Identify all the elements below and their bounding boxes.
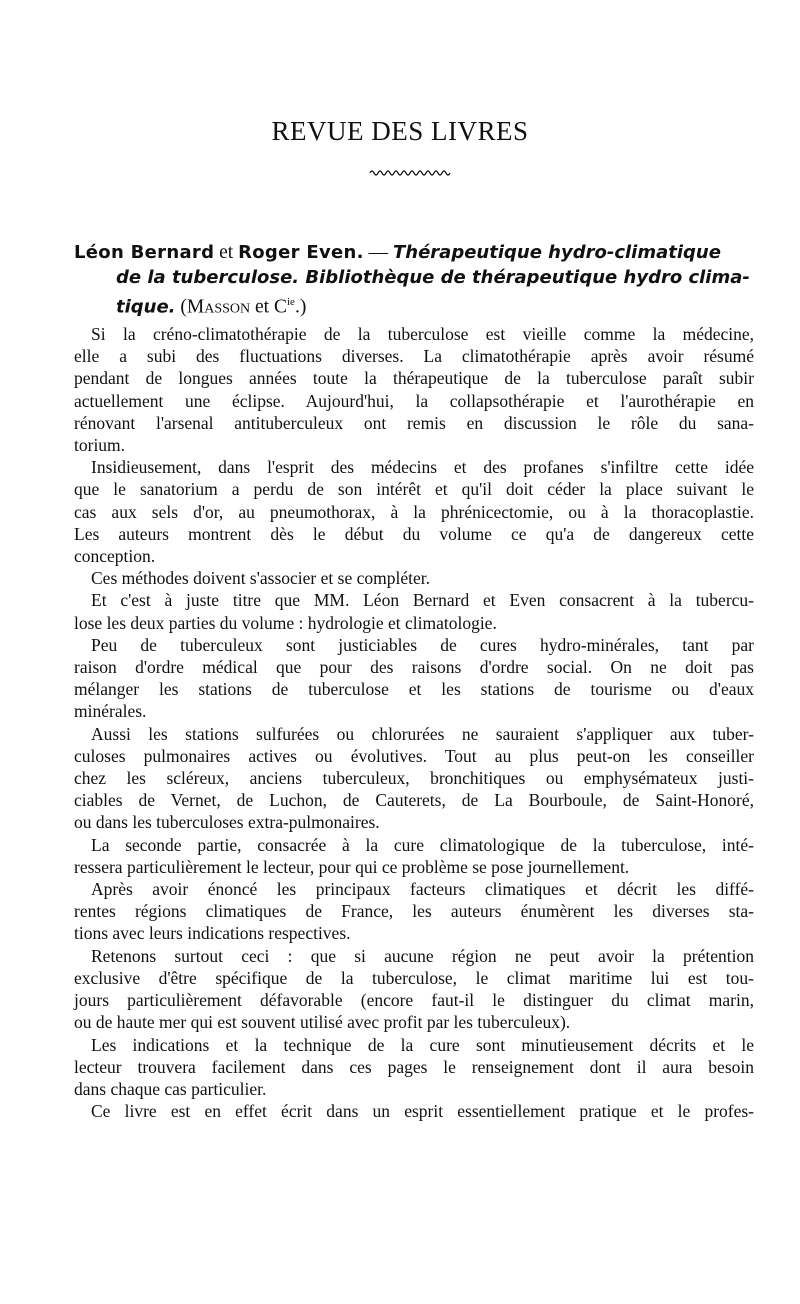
author-name-2: Roger Even. (238, 242, 364, 263)
publisher-open-paren: ( (175, 296, 187, 318)
text-line: torium. (74, 435, 126, 456)
text-line: pendant de longues années toute la thérapeutique de la tuberculose paraît subir (74, 368, 754, 389)
text-line: Si la créno-climatothérapie de la tuberculose est vieille comme la médecine, (91, 324, 754, 344)
text-line: raison d'ordre médical que pour des raisons d'ordre social. On ne doit pas (74, 657, 754, 678)
text-line: tions avec leurs indications respectives. (74, 923, 351, 944)
text-line: La seconde partie, consacrée à la cure climatologique de la tuberculose, inté- (91, 834, 754, 855)
review-paragraph (74, 323, 754, 456)
text-line: conception. (74, 546, 156, 567)
text-line: actuellement une éclipse. Aujourd'hui, la collapsothérapie et l'aurothérapie en (74, 390, 754, 411)
book-citation (74, 240, 754, 320)
book-title-part-2: de la tuberculose. Bibliothèque de thérapeutique hydro clima- (116, 267, 750, 288)
text-line: Les indications et la technique de la cure sont minutieusement décrits et le (91, 1034, 754, 1055)
publisher-name: Masson (186, 296, 251, 318)
publisher-superscript: ie (287, 296, 295, 308)
review-paragraph (74, 1100, 754, 1122)
text-line: minérales. (74, 701, 147, 722)
author-name-1: Léon Bernard (74, 242, 215, 263)
text-line: exclusive d'être spécifique de la tuberculose, le climat maritime lui est tou- (74, 967, 754, 988)
text-line: lose les deux parties du volume : hydrologie et climatologie. (74, 612, 497, 633)
review-body (74, 323, 754, 1122)
citation-line-2 (74, 265, 754, 290)
publisher-close: .) (294, 296, 307, 318)
text-line: Aussi les stations sulfurées ou chlorurées ne sauraient s'appliquer aux tuber- (91, 723, 754, 744)
text-line: Ces méthodes doivent s'associer et se compléter. (91, 568, 430, 589)
citation-dash: — (363, 242, 393, 263)
book-title-part-1: Thérapeutique hydro-climatique (393, 242, 721, 263)
citation-conjunction: et (214, 242, 239, 263)
text-line: Les auteurs montrent dès le début du volume ce qu'a de dangereux cette (74, 523, 754, 544)
text-line: rénovant l'arsenal antituberculeux ont remis en discussion le rôle du sana- (74, 412, 754, 433)
text-line: cas aux sels d'or, au pneumothorax, à la phrénicectomie, ou à la thoracoplastie. (74, 501, 754, 522)
text-line: que le sanatorium a perdu de son intérêt et qu'il doit céder la place suivant le (74, 479, 754, 500)
text-line: Ce livre est en effet écrit dans un esprit essentiellement pratique et le profes- (91, 1101, 754, 1122)
text-line: Peu de tuberculeux sont justiciables de cures hydro-minérales, tant par (91, 634, 754, 655)
publisher-suffix: et C (250, 296, 287, 318)
review-paragraph (74, 878, 754, 945)
review-paragraph (74, 634, 754, 723)
text-line: ou dans les tuberculoses extra-pulmonaires. (74, 812, 380, 833)
text-line: rentes régions climatiques de France, les auteurs énumèrent les diverses sta- (74, 901, 754, 922)
review-paragraph (74, 1034, 754, 1101)
text-line: mélanger les stations de tuberculose et les stations de tourisme ou d'eaux (74, 679, 754, 700)
text-line: Et c'est à juste titre que MM. Léon Bernard et Even consacrent à la tubercu- (91, 590, 754, 611)
text-line: jours particulièrement défavorable (encore faut-il le distinguer du climat marin, (74, 990, 754, 1011)
text-line: ou de haute mer qui est souvent utilisé avec profit par les tuberculeux). (74, 1012, 571, 1033)
page-title: REVUE DES LIVRES (271, 116, 529, 146)
citation-line-3 (74, 290, 754, 320)
text-line: ressera particulièrement le lecteur, pour qui ce problème se pose journellement. (74, 856, 630, 877)
review-paragraph (74, 834, 754, 878)
review-paragraph (74, 456, 754, 567)
text-line: chez les scléreux, anciens tuberculeux, bronchitiques ou emphysémateux justi- (74, 768, 754, 789)
review-paragraph (74, 589, 754, 633)
text-line: Insidieusement, dans l'esprit des médecins et des profanes s'infiltre cette idée (91, 457, 754, 478)
text-line: elle a subi des fluctuations diverses. La climatothérapie après avoir résumé (74, 346, 754, 367)
review-paragraph (74, 567, 754, 589)
text-line: culoses pulmonaires actives ou évolutives. Tout au plus peut-on les conseiller (74, 745, 754, 766)
text-line: Après avoir énoncé les principaux facteurs climatiques et décrit les diffé- (91, 879, 754, 900)
text-line: ciables de Vernet, de Luchon, de Cauterets, de La Bourboule, de Saint-Honoré, (74, 790, 754, 811)
text-line: lecteur trouvera facilement dans ces pages le renseignement dont il aura besoin (74, 1056, 754, 1077)
text-line: Retenons surtout ceci : que si aucune région ne peut avoir la prétention (91, 945, 754, 966)
review-paragraph (74, 723, 754, 834)
text-line: dans chaque cas particulier. (74, 1078, 267, 1099)
review-paragraph (74, 945, 754, 1034)
citation-line-1 (74, 240, 754, 265)
book-title-part-3: tique. (116, 296, 176, 318)
wavy-rule-ornament (369, 168, 453, 178)
